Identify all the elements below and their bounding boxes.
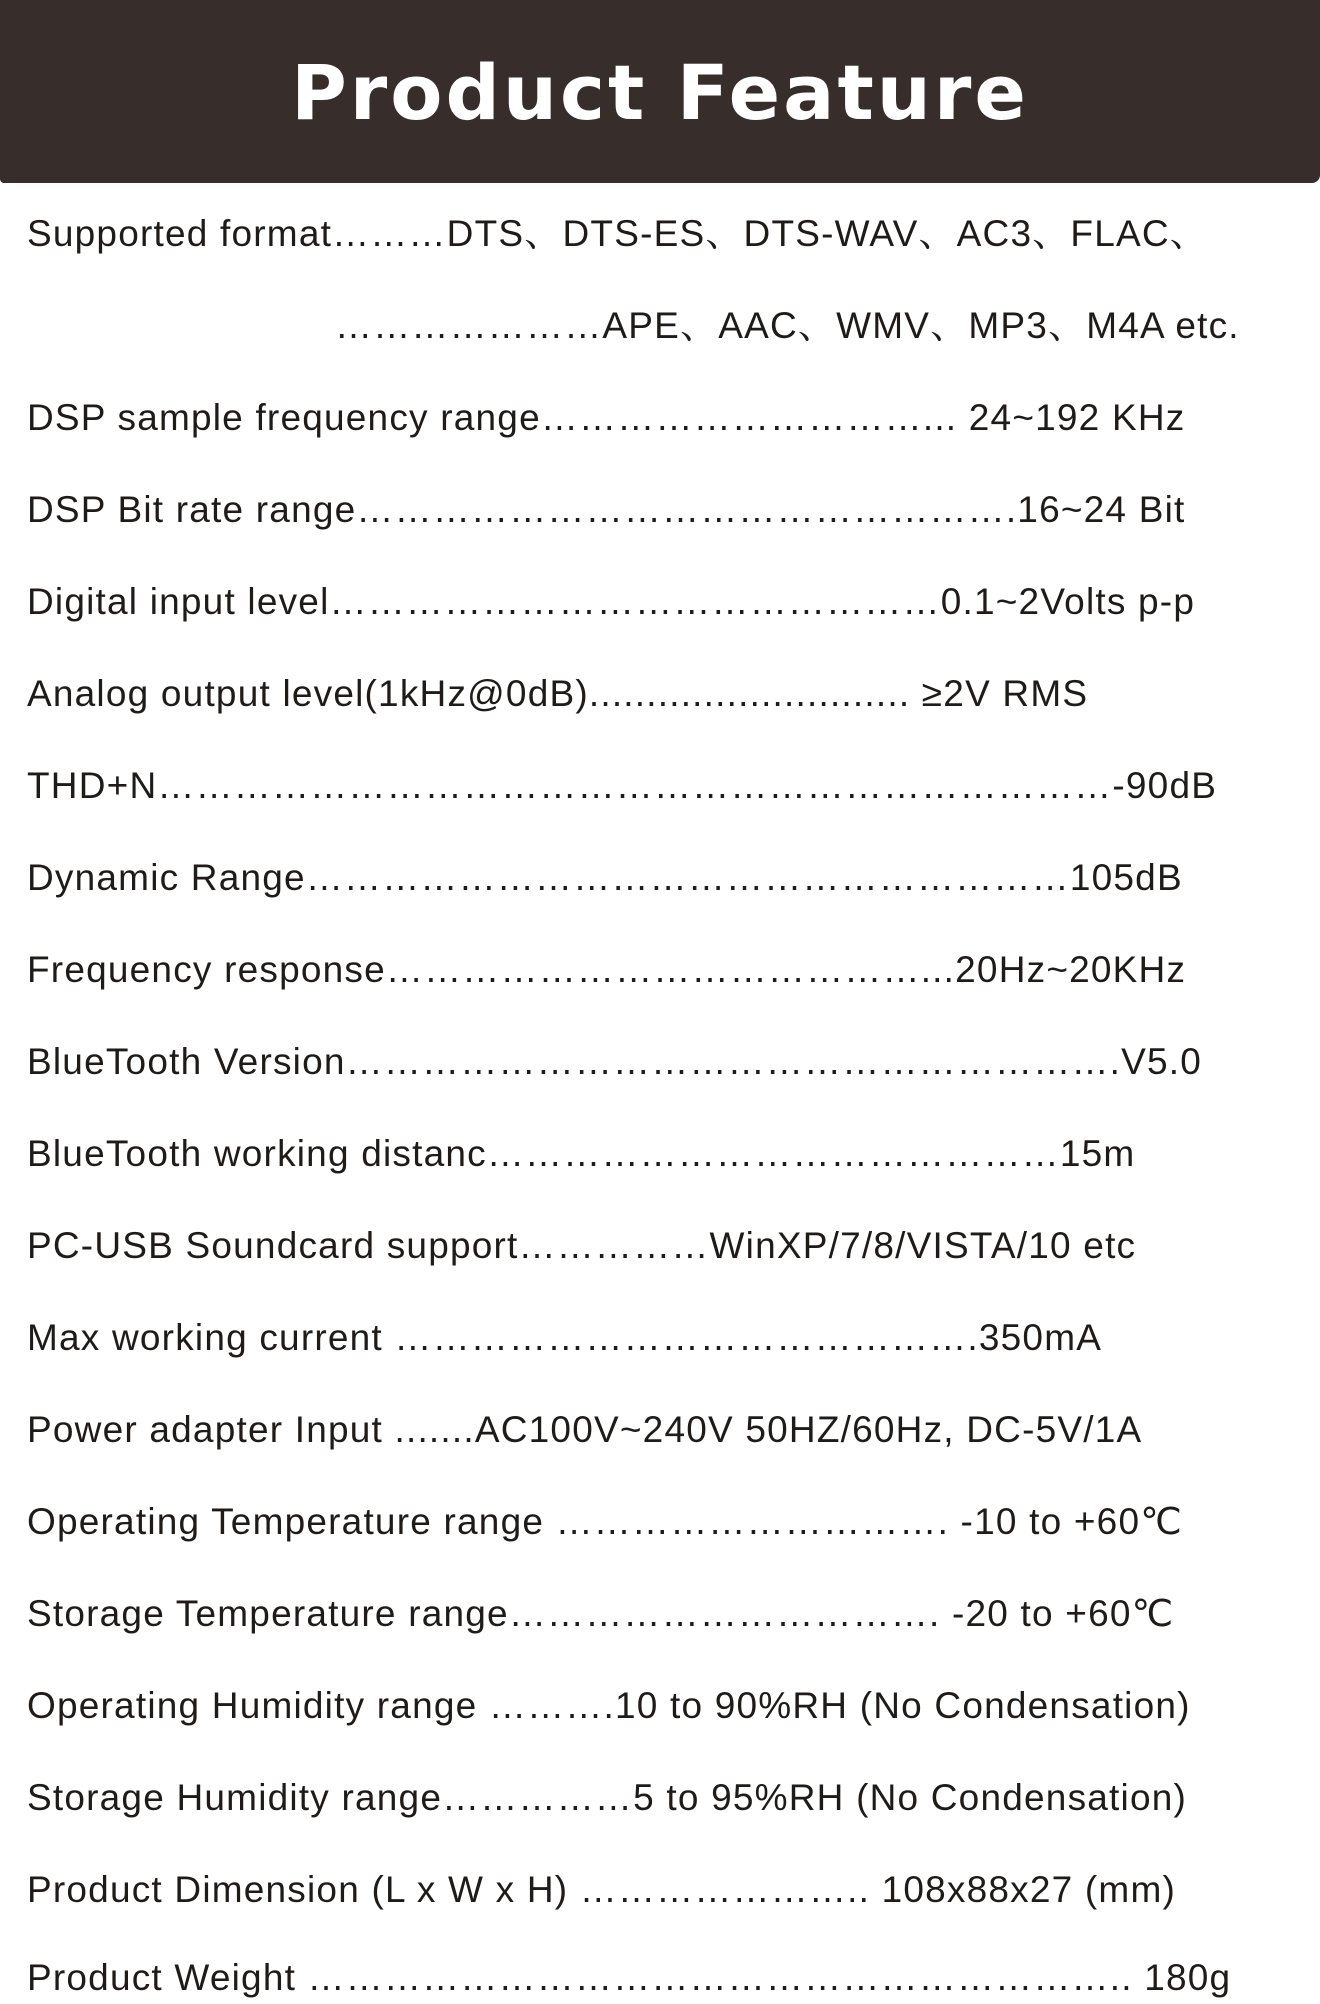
spec-storage-humidity: Storage Humidity range……………5 to 95%RH (No Condensation) [27, 1777, 1188, 1818]
spec-dynamic-range: Dynamic Range……………………………………………………105dB [27, 857, 1183, 898]
spec-thd-n: THD+N…………………………………………………………………-90dB [27, 765, 1218, 806]
spec-dsp-sample-frequency: DSP sample frequency range…………………………... 24~192 KHz [27, 397, 1186, 438]
spec-dsp-bit-rate: DSP Bit rate range…………………………………………….16~24 Bit [27, 489, 1186, 530]
spec-operating-temperature: Operating Temperature range …………………………. -10 to +60℃ [27, 1501, 1183, 1542]
spec-storage-temperature: Storage Temperature range……………………………. -20 to +60℃ [27, 1593, 1175, 1634]
page-title: Product Feature [291, 48, 1029, 137]
spec-pc-usb-soundcard: PC-USB Soundcard support……………WinXP/7/8/VISTA/10 etc [27, 1225, 1137, 1266]
spec-product-dimension: Product Dimension (L x W x H) ………………….. 108x88x27 (mm) [27, 1869, 1177, 1910]
spec-digital-input-level: Digital input level…………………………………………0.1~2Volts p-p [27, 581, 1196, 622]
spec-supported-format-continued: …………………APE、AAC、WMV、MP3、M4A etc. [335, 305, 1240, 346]
spec-analog-output-level: Analog output level(1kHz@0dB)............................ ≥2V RMS [27, 673, 1089, 714]
spec-bluetooth-version: BlueTooth Version…………………………………………………….V5.0 [27, 1041, 1203, 1082]
spec-operating-humidity: Operating Humidity range ……….10 to 90%RH (No Condensation) [27, 1685, 1191, 1726]
spec-frequency-response: Frequency response……………………………………...20Hz~20KHz [27, 949, 1187, 990]
spec-max-working-current: Max working current ……………………………………….350mA [27, 1317, 1103, 1358]
spec-bluetooth-distance: BlueTooth working distanc………………………………………15m [27, 1133, 1136, 1174]
spec-power-adapter-input: Power adapter Input .......AC100V~240V 50HZ/60Hz, DC-5V/1A [27, 1409, 1143, 1450]
spec-product-weight: Product Weight ……………………………………………………….. 180g [27, 1957, 1232, 1998]
spec-supported-format: Supported format………DTS、DTS-ES、DTS-WAV、AC3、FLAC、 [27, 213, 1208, 254]
